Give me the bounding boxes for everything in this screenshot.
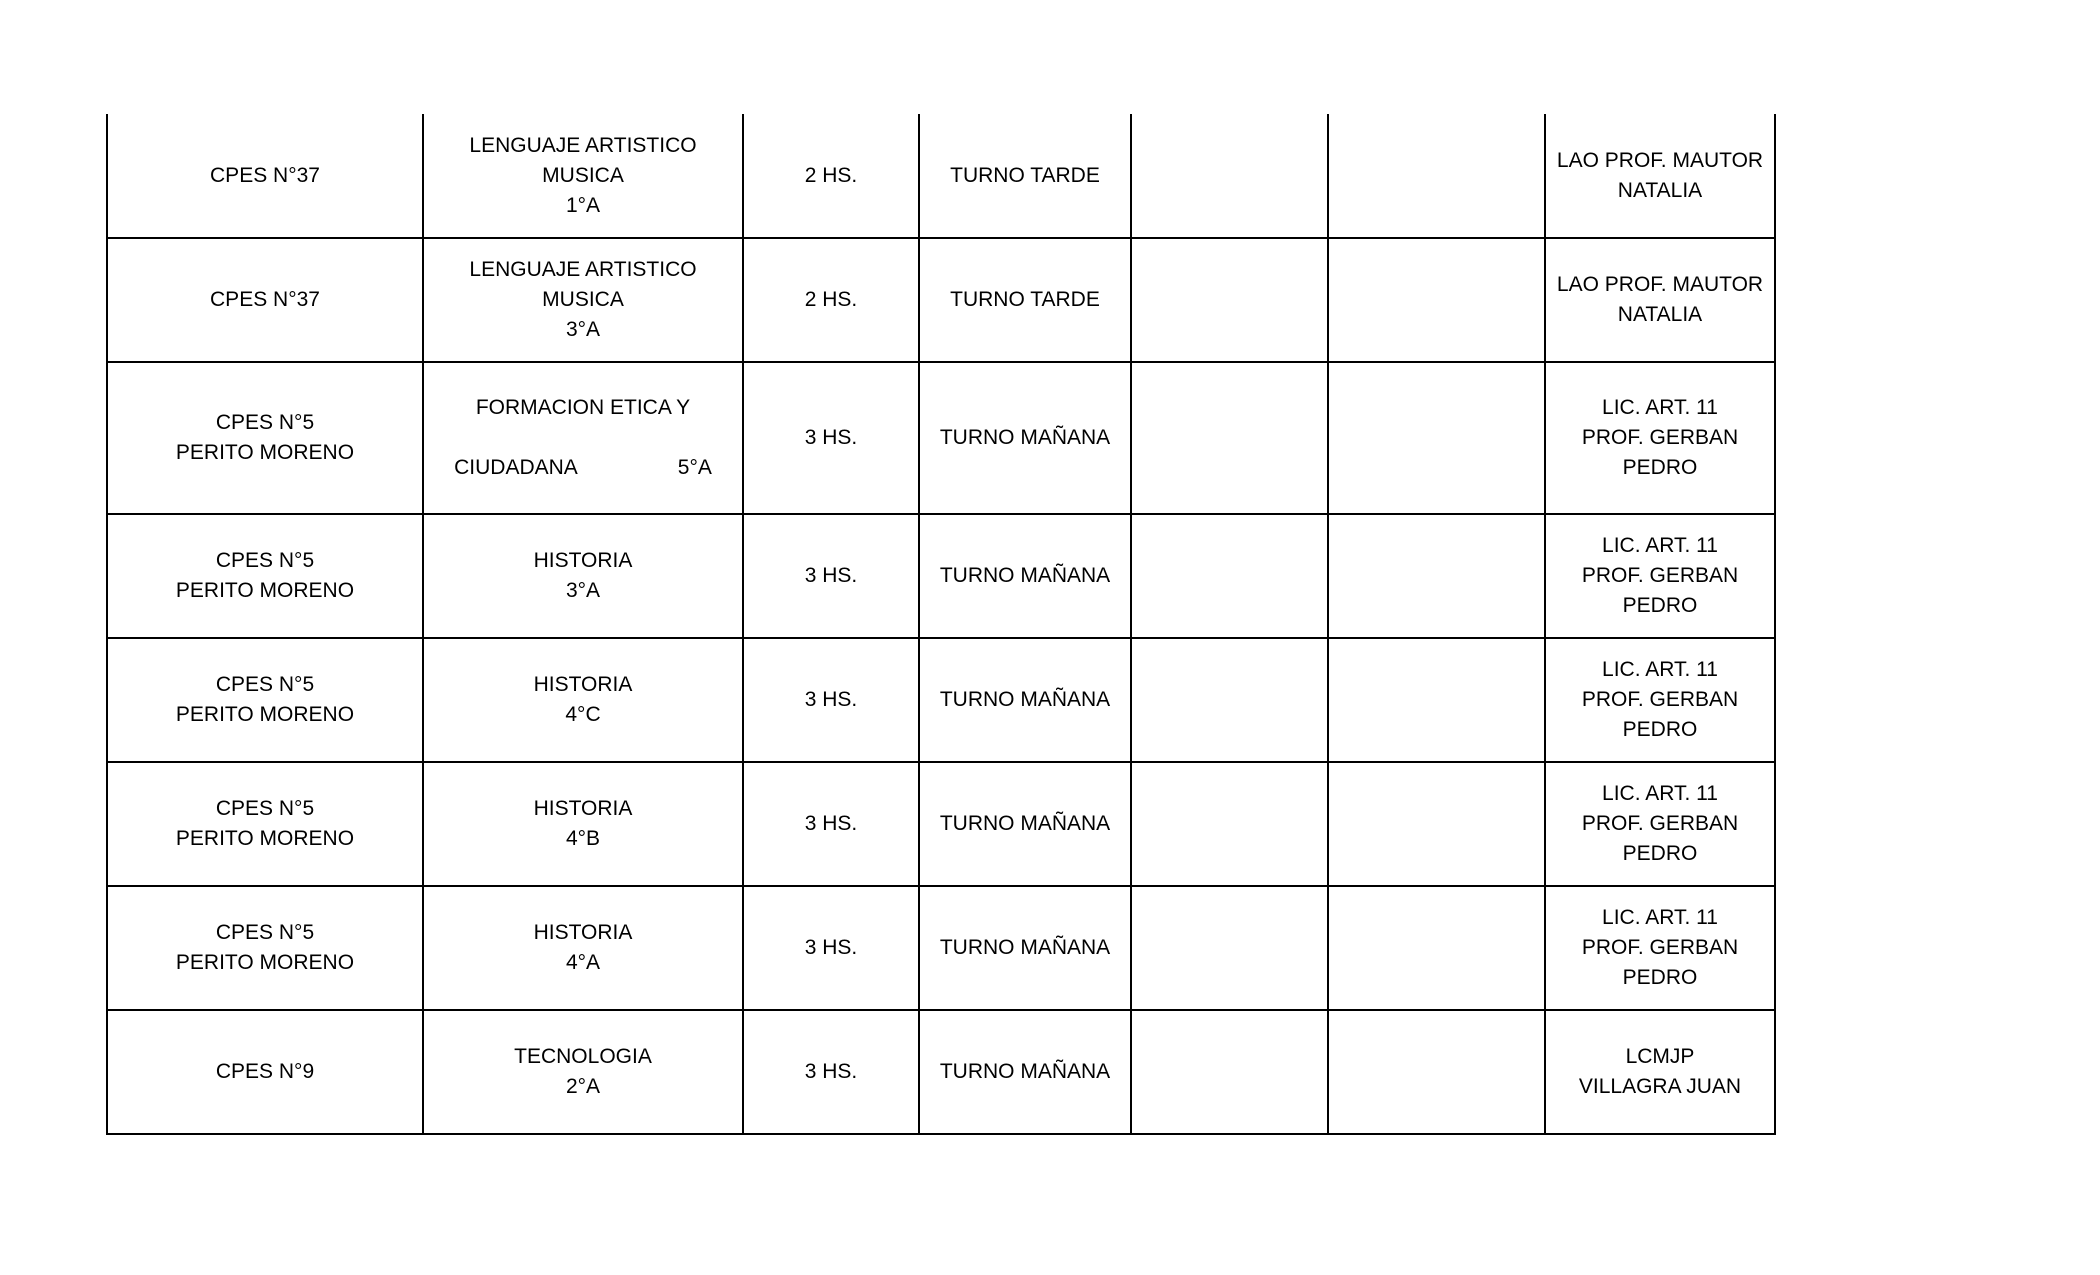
school-cell: CPES N°5 PERITO MORENO xyxy=(107,762,423,886)
hours-cell: 2 HS. xyxy=(743,238,919,362)
teacher-cell: LIC. ART. 11 PROF. GERBAN PEDRO xyxy=(1545,362,1775,514)
table-row xyxy=(107,362,1775,514)
subject-cell xyxy=(423,362,743,514)
table-row xyxy=(107,638,1775,762)
hours-cell: 2 HS. xyxy=(743,114,919,238)
teacher-cell: LIC. ART. 11 PROF. GERBAN PEDRO xyxy=(1545,514,1775,638)
empty-cell xyxy=(1131,238,1328,362)
subject-cell: LENGUAJE ARTISTICO MUSICA 3°A xyxy=(423,238,743,362)
school-cell: CPES N°5 PERITO MORENO xyxy=(107,362,423,514)
table-row xyxy=(107,114,1775,238)
subject-cell: TECNOLOGIA 2°A xyxy=(423,1010,743,1134)
subject-line-2 xyxy=(428,453,738,483)
empty-cell xyxy=(1328,762,1545,886)
table-row xyxy=(107,1010,1775,1134)
empty-cell xyxy=(1131,1010,1328,1134)
teacher-cell: LIC. ART. 11 PROF. GERBAN PEDRO xyxy=(1545,886,1775,1010)
empty-cell xyxy=(1328,514,1545,638)
hours-cell: 3 HS. xyxy=(743,1010,919,1134)
table-row xyxy=(107,238,1775,362)
subject-line-2-left: CIUDADANA xyxy=(454,456,578,479)
subject-cell: LENGUAJE ARTISTICO MUSICA 1°A xyxy=(423,114,743,238)
teacher-cell: LCMJP VILLAGRA JUAN xyxy=(1545,1010,1775,1134)
school-cell: CPES N°9 xyxy=(107,1010,423,1134)
hours-cell: 3 HS. xyxy=(743,762,919,886)
shift-cell: TURNO MAÑANA xyxy=(919,762,1131,886)
subject-cell: HISTORIA 4°B xyxy=(423,762,743,886)
school-cell: CPES N°5 PERITO MORENO xyxy=(107,886,423,1010)
empty-cell xyxy=(1328,114,1545,238)
empty-cell xyxy=(1131,638,1328,762)
shift-cell: TURNO MAÑANA xyxy=(919,514,1131,638)
empty-cell xyxy=(1328,238,1545,362)
table-row xyxy=(107,886,1775,1010)
school-cell: CPES N°5 PERITO MORENO xyxy=(107,514,423,638)
empty-cell xyxy=(1328,886,1545,1010)
shift-cell: TURNO MAÑANA xyxy=(919,886,1131,1010)
school-cell: CPES N°37 xyxy=(107,238,423,362)
empty-cell xyxy=(1131,362,1328,514)
subject-cell: HISTORIA 3°A xyxy=(423,514,743,638)
shift-cell: TURNO MAÑANA xyxy=(919,1010,1131,1134)
empty-cell xyxy=(1131,886,1328,1010)
empty-cell xyxy=(1328,1010,1545,1134)
empty-cell xyxy=(1328,638,1545,762)
teacher-cell: LAO PROF. MAUTOR NATALIA xyxy=(1545,114,1775,238)
subject-line-1: FORMACION ETICA Y xyxy=(475,396,691,419)
school-cell: CPES N°5 PERITO MORENO xyxy=(107,638,423,762)
assignments-table xyxy=(106,114,1776,1135)
table-row xyxy=(107,514,1775,638)
empty-cell xyxy=(1131,762,1328,886)
teacher-cell: LIC. ART. 11 PROF. GERBAN PEDRO xyxy=(1545,638,1775,762)
teacher-cell: LIC. ART. 11 PROF. GERBAN PEDRO xyxy=(1545,762,1775,886)
shift-cell: TURNO MAÑANA xyxy=(919,638,1131,762)
shift-cell: TURNO MAÑANA xyxy=(919,362,1131,514)
empty-cell xyxy=(1131,514,1328,638)
subject-line-2-right: 5°A xyxy=(677,456,712,479)
shift-cell: TURNO TARDE xyxy=(919,114,1131,238)
subject-cell: HISTORIA 4°C xyxy=(423,638,743,762)
hours-cell: 3 HS. xyxy=(743,886,919,1010)
teacher-cell: LAO PROF. MAUTOR NATALIA xyxy=(1545,238,1775,362)
hours-cell: 3 HS. xyxy=(743,362,919,514)
table-row xyxy=(107,762,1775,886)
empty-cell xyxy=(1131,114,1328,238)
empty-cell xyxy=(1328,362,1545,514)
school-cell: CPES N°37 xyxy=(107,114,423,238)
subject-cell: HISTORIA 4°A xyxy=(423,886,743,1010)
shift-cell: TURNO TARDE xyxy=(919,238,1131,362)
hours-cell: 3 HS. xyxy=(743,514,919,638)
hours-cell: 3 HS. xyxy=(743,638,919,762)
